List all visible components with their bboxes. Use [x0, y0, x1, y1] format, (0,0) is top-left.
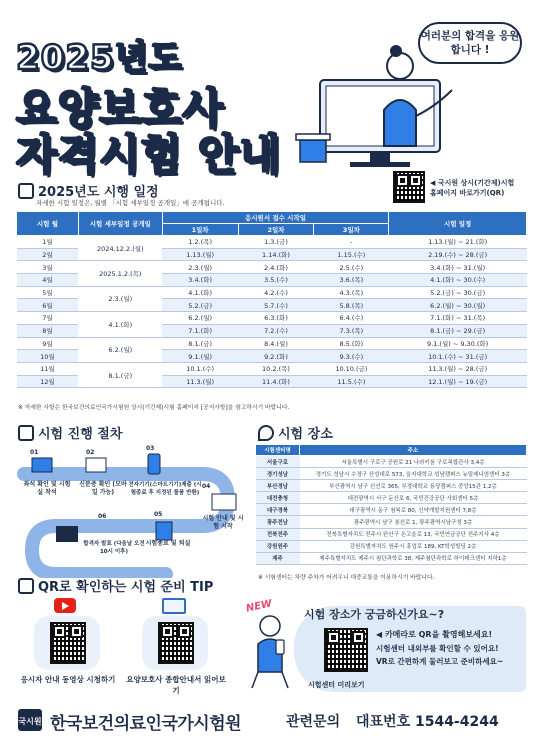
places-footnote: ※ 시험센터는 차량 주차가 어려우니 대중교통을 이용하시기 바랍니다. — [258, 575, 435, 581]
new-badge: NEW — [245, 598, 274, 615]
tips-heading: QR로 확인하는 시험 준비 TIP — [18, 576, 213, 595]
table-row: 경기성남 경기도 성남시 수정구 산성대로 573, 을지대학교 성남캠퍼스 뉴밀레니엄센터 3층 — [256, 468, 527, 480]
table-row: 1월 2024.12.2.(월) 1.2.(목) 1.3.(금) - 1.13.(월) ~ 21.(화) — [17, 236, 527, 249]
phone-icon — [148, 454, 160, 474]
step-03-num: 03 — [146, 445, 155, 452]
step-02-num: 02 — [86, 449, 95, 456]
footer — [0, 700, 542, 740]
bottom-margin — [0, 742, 542, 755]
col-round2: 2일차 — [238, 224, 314, 236]
col-region: 시험센터명 — [256, 445, 300, 456]
flag-icon — [56, 526, 78, 542]
table-row: 9월 6.2.(월) 8.1.(금) 8.4.(월) 8.5.(화) 9.1.(월) ~ 9.30.(화) — [17, 337, 527, 350]
table-row: 대전충청 대전광역시 서구 둔산로 6, 국민건강공단 사회센터 5층 — [256, 492, 527, 504]
col-month: 시험 월 — [17, 212, 79, 236]
table-row: 광주전남 광주광역시 남구 봉선로 1, 광주광역시남구청 3층 — [256, 516, 527, 528]
step-04-num: 04 — [202, 483, 211, 490]
table-row: 11월 8.1.(금) 10.1.(수) 10.2.(목) 10.10.(금) 11.3.(월) ~ 28.(금) — [17, 362, 527, 375]
schedule-footnote: ※ 자세한 사항은 한국보건의료인국가시험원 상시(기간제)시험 홈페이지 [공지사항]을 참고하시기 바랍니다. — [18, 405, 290, 411]
schedule-heading: 2025년도 시행 일정 — [18, 181, 159, 200]
table-row: 제주 제주특별자치도 제주시 첨단과학로 38, 제주첨단과학로 하이테크센터 지하1층 — [256, 552, 527, 564]
step-03-label: 전자기기(스마트기기)제출 (시험종료 후 지정된 물품 반환) — [128, 482, 202, 496]
monitor-icon — [18, 425, 34, 441]
schedule-table — [16, 211, 527, 388]
title-main: 요양보호사 — [16, 84, 224, 133]
table-row: 12월 11.3.(월) 11.4.(화) 11.5.(수) 12.1.(월) ~ 19.(금) — [17, 375, 527, 388]
vr-qr-code[interactable] — [324, 628, 368, 672]
table-row: 전북전주 전북특별자치도 전주시 완산구 온고을로 13, 국민연금공단 전주지사 4층 — [256, 528, 527, 540]
col-release: 시험 세부일정 공개일 — [78, 212, 162, 236]
table-row: 6월 5.2.(금) 5.7.(수) 5.8.(목) 6.2.(월) ~ 30.(월) — [17, 299, 527, 312]
table-row: 8월 7.1.(화) 7.2.(수) 7.3.(목) 8.1.(금) ~ 29.(금) — [17, 324, 527, 337]
video-qr-code[interactable] — [50, 622, 86, 664]
table-row: 7월 4.1.(화) 6.2.(월) 6.3.(화) 6.4.(수) 7.1.(화) ~ 31.(목) — [17, 312, 527, 325]
table-row: 대구경북 대구광역시 동구 첨복로 80, 신약개발지원센터 7,8층 — [256, 504, 527, 516]
calendar-icon — [18, 183, 34, 199]
table-row: 5월 2.3.(월) 4.1.(화) 4.2.(수) 4.3.(목) 5.2.(금) ~ 30.(금) — [17, 286, 527, 299]
qr-icon — [18, 578, 34, 594]
step-05-num: 05 — [154, 511, 163, 518]
col-round3: 3일차 — [314, 224, 389, 236]
table-row: 서울구로 서울특별시 구로구 공원로 21 나라키움 구로복합관사 3,4층 — [256, 456, 527, 468]
tip-caption-video: 응시자 안내 동영상 시청하기 — [20, 675, 116, 684]
tip-caption-guide: 요양보호사 종합안내서 읽어보기 — [126, 675, 226, 695]
step-05-label: 시험종료 및 퇴실 — [145, 540, 191, 547]
inquiry-label: 관련문의 — [286, 714, 341, 730]
step-06-num: 06 — [98, 513, 107, 520]
book-icon — [162, 598, 186, 614]
schedule-subnote: 자세한 시험 일정은, 월별 「시험 세부일정 공개일」에 공개됩니다. — [36, 199, 225, 207]
seat-icon — [32, 458, 52, 472]
youtube-icon — [54, 598, 76, 613]
places-table — [255, 444, 527, 565]
title-year: 2025년도 — [16, 38, 183, 78]
table-row: 강원원주 강원특별자치도 원주시 흥업로 189, KT학성빌딩 2층 — [256, 540, 527, 552]
table-row: 10월 9.1.(월) 9.2.(화) 9.3.(수) 10.1.(수) ~ 31.(금) — [17, 350, 527, 363]
step-01-label: 좌석 확인 및 시험실 착석 — [23, 481, 71, 496]
table-row: 2월 1.13.(월) 1.14.(화) 1.15.(수) 2.19.(수) ~ 28.(금) — [17, 248, 527, 261]
woman-phone-illustration-icon — [240, 610, 300, 690]
vr-box-title: 시험 장소가 궁금하신가요~? — [304, 608, 445, 621]
col-application: 응시원서 접수 시작일 — [162, 212, 389, 224]
door-icon — [156, 522, 172, 540]
vr-qr-caption: 시험센터 미리보기 — [308, 681, 365, 689]
step-02-label: 신분증 확인 (모바일 가능) — [79, 481, 127, 496]
col-round1: 1일차 — [162, 224, 238, 236]
process-heading: 시험 진행 절차 — [18, 423, 122, 442]
org-name: 한국보건의료인국가시험원 — [50, 714, 242, 734]
kuksiwon-logo-icon — [16, 707, 44, 733]
id-card-icon — [86, 458, 106, 472]
places-heading: 시험 장소 — [258, 423, 333, 442]
step-01-num: 01 — [30, 449, 39, 456]
phone-number[interactable]: 대표번호 1544-4244 — [356, 714, 499, 730]
step-06-label: 합격자 발표 (다음날 오전 10시 이후) — [83, 541, 145, 555]
map-pin-icon — [258, 425, 274, 441]
step-04-label: 시험 안내 및 시험 시작 — [202, 515, 244, 530]
svg-text:국시원: 국시원 — [18, 717, 42, 726]
process-flow — [16, 444, 248, 578]
screen-icon — [212, 494, 236, 510]
vr-preview-box — [238, 588, 530, 692]
col-period: 시험 일정 — [389, 212, 527, 236]
tip-card-video[interactable] — [18, 596, 118, 696]
table-row: 4월 3.4.(화) 3.5.(수) 3.6.(목) 4.1.(화) ~ 30.(수) — [17, 274, 527, 287]
cheer-bubble: 여러분의 합격을 응원합니다 ! — [418, 22, 522, 64]
tip-card-guide[interactable] — [126, 596, 226, 696]
table-row: 부산경남 부산광역시 남구 신선로 365, 부경대학교 용당캠퍼스 중앙15관 1,2층 — [256, 480, 527, 492]
vr-box-subtitle: ◀ 카메라로 QR을 촬영해보세요! — [376, 630, 493, 639]
vr-box-description: 시험센터 내외부를 확인할 수 있어요! VR로 간편하게 둘러보고 준비하세요~ — [376, 644, 504, 666]
table-row: 3월 2025.1.2.(목) 2.3.(월) 2.4.(화) 2.5.(수) 3.4.(화) ~ 31.(월) — [17, 261, 527, 274]
guide-qr-code[interactable] — [158, 622, 194, 664]
homepage-qr-caption: ◀ 국시원 상시(기간제)시험 홈페이지 바로가기(QR) — [430, 179, 515, 197]
title-sub: 자격시험 안내 — [16, 130, 282, 179]
col-address: 주소 — [300, 445, 527, 456]
homepage-qr-code[interactable] — [393, 171, 425, 203]
